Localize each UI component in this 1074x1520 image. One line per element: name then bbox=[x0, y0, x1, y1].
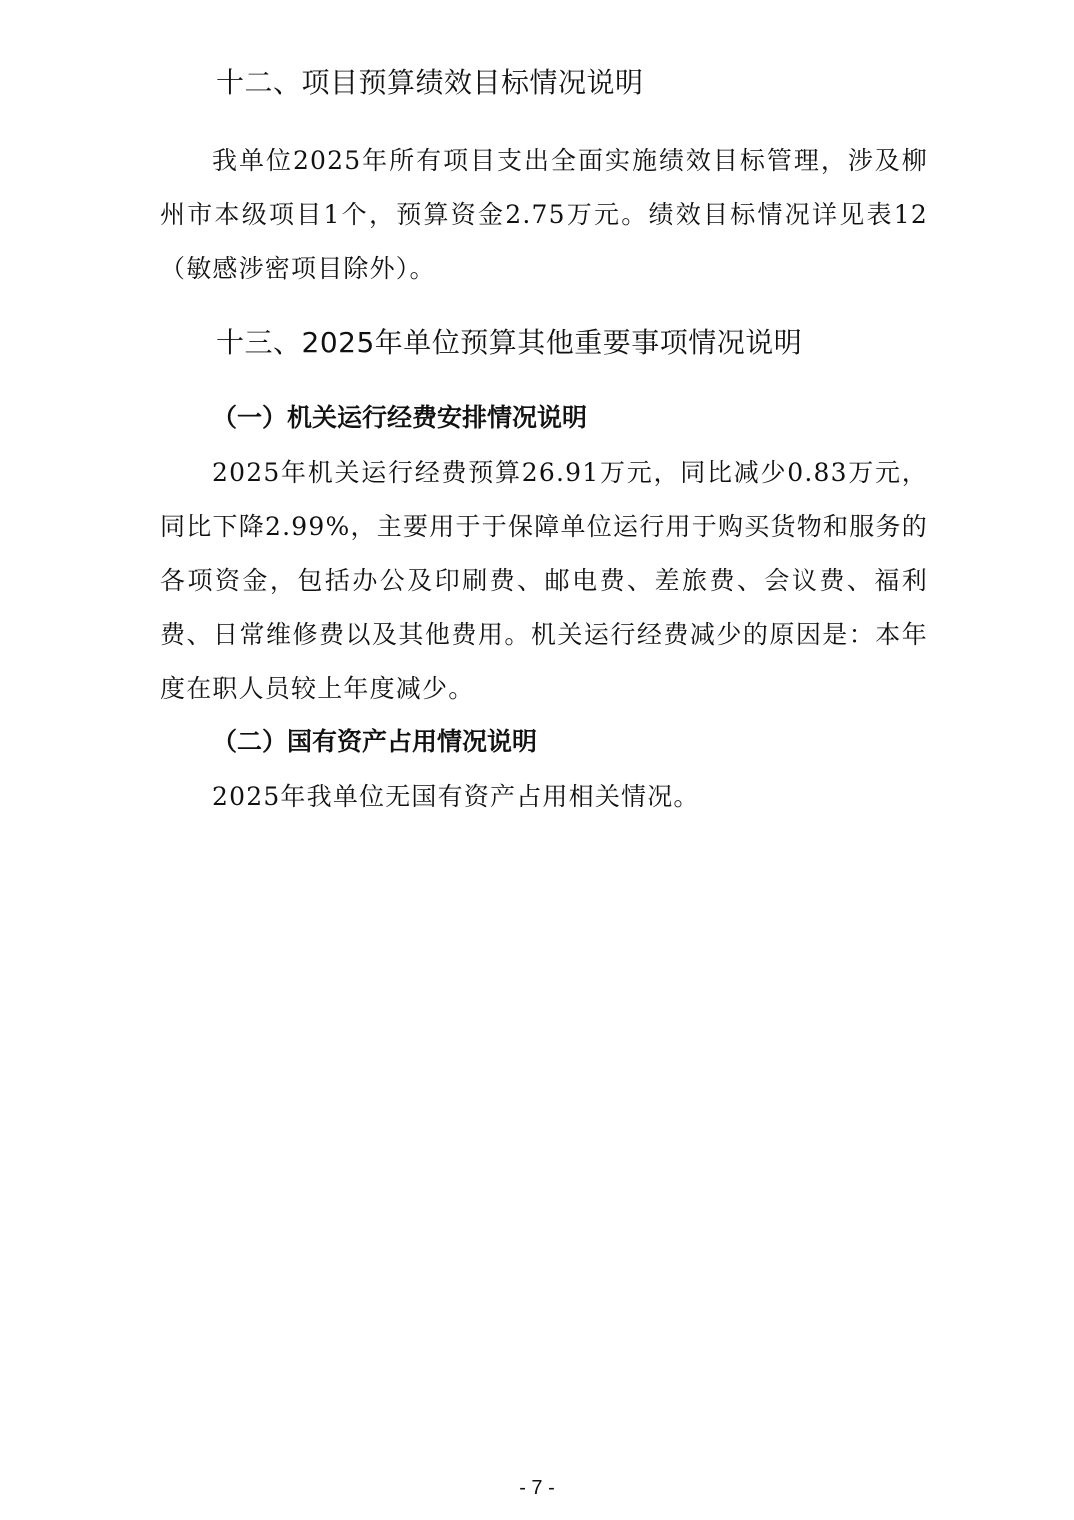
page-number: - 7 - bbox=[519, 1477, 555, 1499]
subsection-two-heading: （二）国有资产占用情况说明 bbox=[212, 727, 538, 756]
subsection-one-paragraph: 2025年机关运行经费预算26.91万元，同比减少0.83万元，同比下降2.99%，主要用于于保障单位运行用于购买货物和服务的各项资金，包括办公及印刷费、邮电费、差旅费、会议费、福利费、日常维修费以及其他费用。机关运行经费减少的原因是：本年度在职人员较上年度减少。 bbox=[160, 458, 928, 703]
section-twelve-heading: 十二、项目预算绩效目标情况说明 bbox=[216, 66, 644, 99]
subsection-two-paragraph: 2025年我单位无国有资产占用相关情况。 bbox=[212, 782, 700, 811]
subsection-one-heading: （一）机关运行经费安排情况说明 bbox=[212, 403, 588, 432]
section-thirteen-heading: 十三、2025年单位预算其他重要事项情况说明 bbox=[216, 326, 803, 359]
section-twelve-paragraph: 我单位2025年所有项目支出全面实施绩效目标管理，涉及柳州市本级项目1个，预算资金2.75万元。绩效目标情况详见表12（敏感涉密项目除外）。 bbox=[160, 146, 928, 283]
